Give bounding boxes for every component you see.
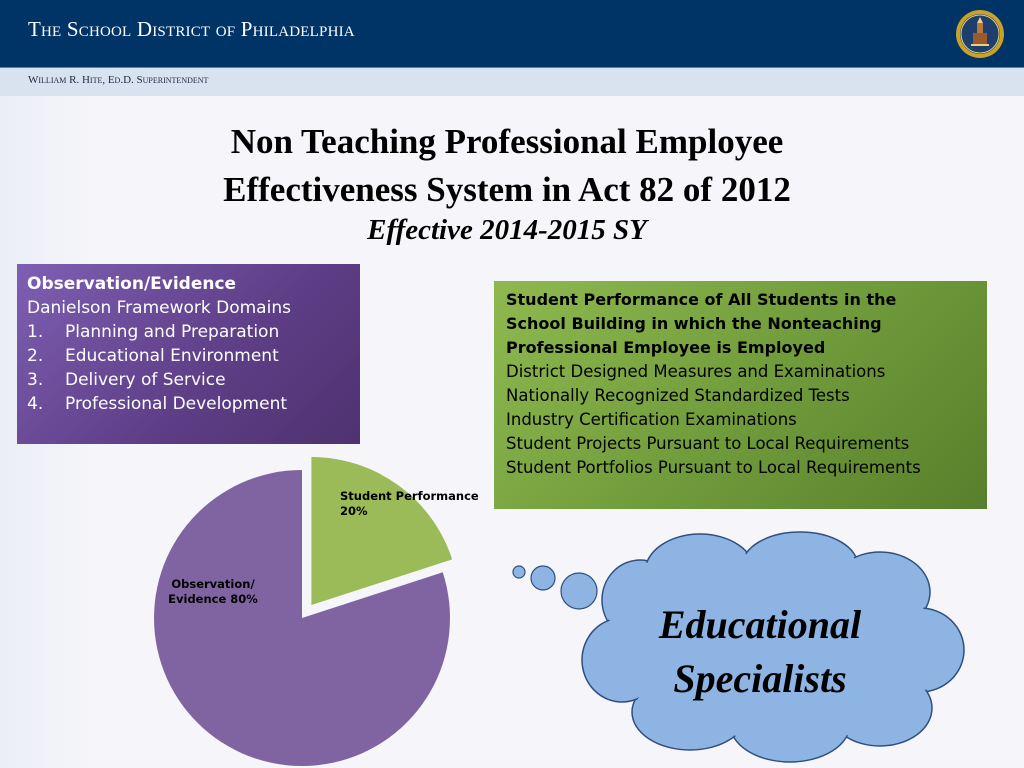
- slide-subtitle: Effective 2014-2015 SY: [367, 214, 647, 246]
- pie-label-line: Observation/: [171, 577, 255, 591]
- thought-dot-small: [513, 566, 525, 578]
- educational-specialists-label: [610, 598, 910, 706]
- title-line-2: Effectiveness System in Act 82 of 2012: [223, 170, 791, 209]
- thought-dot-medium: [531, 566, 555, 590]
- list-item-label: Delivery of Service: [65, 370, 226, 390]
- performance-heading-line: Professional Employee is Employed: [506, 338, 826, 357]
- pie-label-line: 20%: [340, 504, 368, 518]
- performance-item: Student Portfolios Pursuant to Local Requirements: [506, 458, 921, 477]
- list-item-number: 3.: [27, 370, 44, 390]
- performance-item: Nationally Recognized Standardized Tests: [506, 386, 850, 405]
- title-line-1: Non Teaching Professional Employee: [230, 122, 784, 161]
- cloud-text-line: Specialists: [673, 656, 847, 701]
- superintendent-name: William R. Hite, Ed.D. Superintendent: [28, 74, 209, 86]
- performance-heading-line: School Building in which the Nonteaching: [506, 314, 882, 333]
- list-item-label: Professional Development: [65, 394, 288, 414]
- observation-heading: Observation/Evidence: [27, 274, 237, 294]
- thought-dot-large: [561, 573, 597, 609]
- performance-heading-line: Student Performance of All Students in the: [506, 290, 897, 309]
- list-item-number: 4.: [27, 394, 44, 414]
- district-title: The School District of Philadelphia: [28, 17, 355, 41]
- list-item-label: Educational Environment: [65, 346, 279, 366]
- performance-item: District Designed Measures and Examinations: [506, 362, 886, 381]
- cloud-text-line: Educational: [658, 602, 862, 647]
- list-item-number: 2.: [27, 346, 44, 366]
- performance-item: Student Projects Pursuant to Local Requirements: [506, 434, 910, 453]
- list-item-label: Planning and Preparation: [65, 322, 280, 342]
- observation-subheading: Danielson Framework Domains: [27, 298, 291, 318]
- pie-label-line: Evidence 80%: [168, 592, 258, 606]
- performance-item: Industry Certification Examinations: [506, 410, 797, 429]
- pie-label-line: Student Performance: [340, 489, 479, 503]
- list-item-number: 1.: [27, 322, 44, 342]
